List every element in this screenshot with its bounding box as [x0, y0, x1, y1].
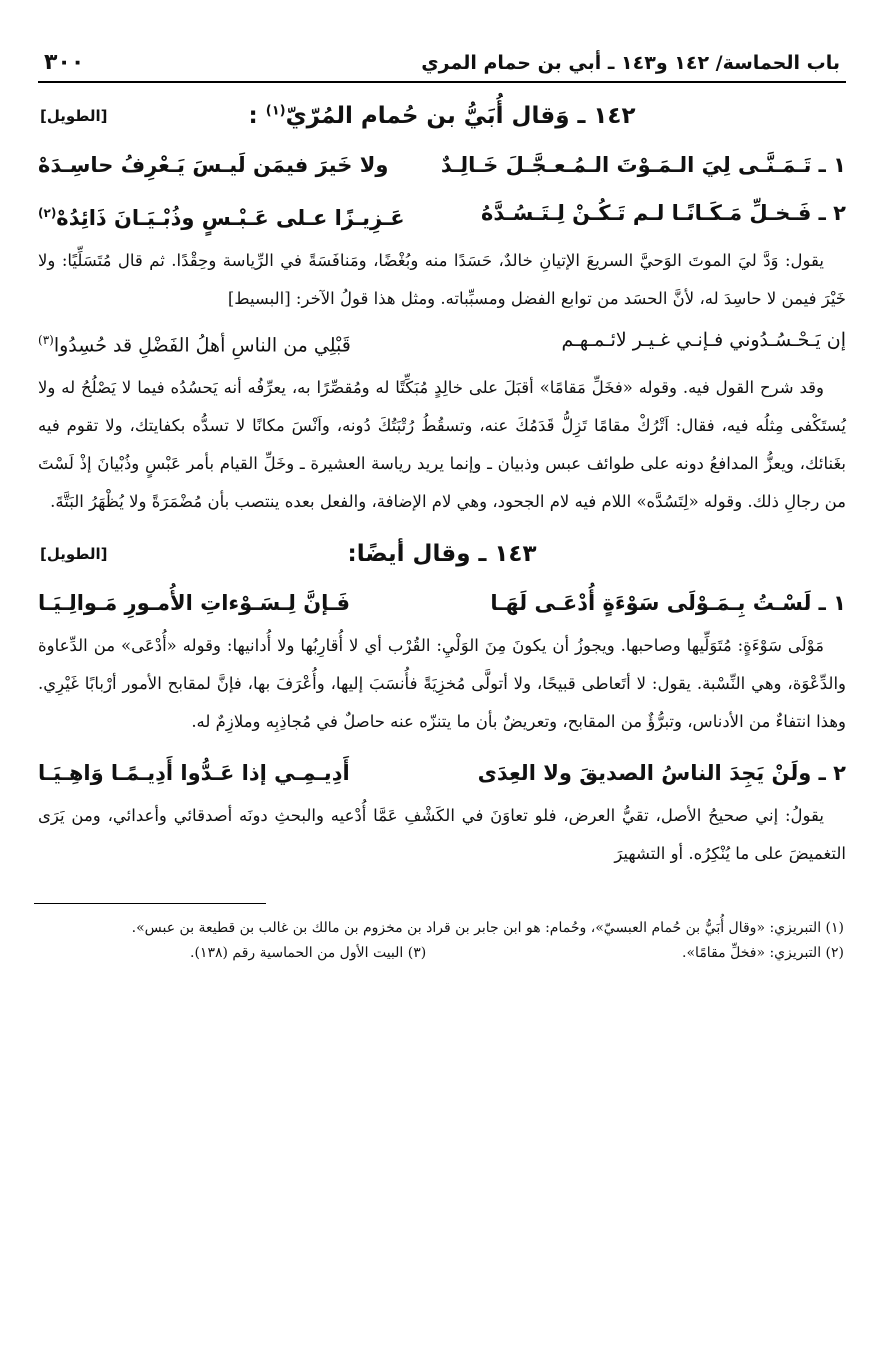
verse-hemistich-1: ١ ـ تَـمَـنَّـى لِيَ الـمَـوْتَ الـمُـعـجَّـلَ خَـالِـدٌ: [440, 153, 846, 177]
verse-hemistich-2: عَـزِيـزًا عـلى عَـبْـسٍ وذُبْـيَـانَ ذَائِدُهْ: [56, 206, 405, 230]
footnote-row-2-3: [40, 941, 844, 966]
verse-hemistich-2: أَدِيـمِـي إذا عَـدُّوا أَدِيـمًـا وَاهِـيَـا: [38, 761, 350, 786]
poem-143-meter: [الطويل]: [40, 545, 108, 564]
poem-142-meter: [الطويل]: [40, 107, 108, 125]
poem-142-verse-1: [34, 149, 850, 181]
poem-143-verse-1: [34, 587, 850, 619]
quoted-hemistich-2: قَبْلِي من الناسِ أهلُ الفَضْلِ قد حُسِدُوا: [53, 334, 351, 357]
poem-143-title: ١٤٣ ـ وقال أيضًا:: [347, 541, 537, 568]
footnote-rule: [34, 903, 266, 904]
footnote-ref-3[interactable]: (٣): [38, 333, 54, 347]
poem-143-verse-2: [34, 757, 850, 789]
verse-hemistich-1: ٢ ـ ولَنْ يَجِدَ الناسُ الصديقَ ولا العِدَى: [477, 761, 846, 786]
verse-hemistich-2: فَـإنَّ لِـسَـوْءاتِ الأُمـورِ مَـوالِـيَـا: [38, 591, 350, 616]
footnote-ref-1[interactable]: (١): [265, 103, 286, 119]
poem-143-commentary-1: مَوْلَى سَوْءَةٍ: مُتَوَلِّيها وصاحبها. ويجوزُ أن يكونَ مِنَ الوَلْيِ: القُرْب أي لا أُقارِبُها ولا أُدانيها: وقوله «أُدْعَى» من الدِّعاوة والدِّعْوَة، وهي النِّسْبة. يقول: لا أتَعاطى قبيحًا، ولا أتولَّى مُخزِيَةً فأُنسَبَ إليها، وأُعْرَفَ بها، فإنَّ لمقابح الأمور أرْبابًا غَيْرِي. وهذا انتفاءٌ من الأدناس، وتبرُّؤٌ من المقابح، وتعريضٌ بأن ما يتنزّه عنه حاصلٌ في مُجاذِبِه وملازِمٌ له.: [38, 636, 846, 732]
running-title: باب الحماسة/ ١٤٢ و١٤٣ ـ أبي بن حمام المري: [421, 52, 840, 74]
poem-142-heading: [34, 99, 850, 133]
footnote-2: (٢) التبريزي: «فخلِّ مقامًا».: [682, 945, 844, 962]
poem-142-title: [249, 103, 636, 129]
verse-hemistich-2: ولا خَيرَ فيمَن لَيـسَ يَـعْرِفُ حاسِـدَهْ: [38, 153, 389, 177]
header-rule: [38, 81, 846, 83]
footnotes: [34, 916, 850, 966]
footnote-3: (٣) البيت الأول من الحماسية رقم (١٣٨).: [190, 945, 427, 962]
footnote-1: (١) التبريزي: «وقال أُبَيُّ بن حُمام العبسيّ»، وحُمام: هو ابن جابر بن قراد بن مخزوم بن مالك بن غالب بن قطيعة بن عبس».: [131, 920, 844, 937]
poem-142-commentary-1: يقول: وَدَّ ليَ الموتَ الوَحيَّ السريعَ الإتيانِ خالدٌ، حَسَدًا منه وبُغْضًا، ومَنافَسَةً في الرِّياسة وحِقْدًا. ثم قال مُتَسَلِّيًا: ولا خَيْرَ فيمن لا حاسِدَ له، لأنَّ الحسَد من توابع الفضل ومسبِّباته. ومثل هذا قولُ الآخر: [البسيط]: [38, 251, 846, 308]
verse-hemistich-2-with-note: [38, 197, 405, 234]
poem-142-title-text: ١٤٢ ـ وَقال أُبَيُّ بن حُمام المُرّيّ: [285, 103, 636, 129]
quoted-hemistich-2-with-note: [38, 324, 351, 361]
quoted-verse: [34, 324, 850, 361]
footnote-ref-2[interactable]: (٢): [38, 206, 57, 220]
poem-142-title-colon: :: [248, 103, 258, 129]
page-number: ٣٠٠: [44, 50, 85, 75]
verse-hemistich-1: ١ ـ لَسْـتُ بِـمَـوْلَى سَوْءَةٍ أُدْعَـى لَهَـا: [490, 591, 846, 616]
poem-143-heading: [34, 537, 850, 571]
page-header: [34, 50, 850, 81]
poem-142-commentary-2: وقد شرح القول فيه. وقوله «فخَلِّ مَقامًا» أقبَلَ على خالِدٍ مُبَكِّتًا له ومُقصِّرًا به، يعرِّفُه أنه يَحسُدُه فيما لا يَصْلُحُ له ولا يُستَكْفى مِثلُه فيه، فقال: اَتْرُكْ مقامًا تَزِلُّ قَدَمُكَ عنه، وتسقُطُ رُتْبَتُكَ دُونه، واَنْسَ مكانًا لا تسدُّه بكفايتك، ولا تقوم فيه بغَنائك، ويعزُّ المدافعُ دونه على طوائف عبس وذبيان ـ وإنما يريد رياسة العشيرة ـ وخَلِّ القيام بأمر عَبْسٍ وذُبْيانَ إذْ لَسْتَ من رجالِ ذلك. وقوله «لِتَسُدَّه» اللام فيه لام الجحود، وهي لام الإضافة، والفعل بعده ينتصب بأن مُضْمَرَةً ولا يُظْهَرُ البَتَّةَ.: [38, 378, 846, 512]
verse-hemistich-1: ٢ ـ فَـخـلِّ مَـكَـانًـا لـم تَـكُـنْ لِـتَـسُـدَّهُ: [480, 201, 846, 225]
book-page: [34, 50, 850, 966]
poem-143-commentary-2: يقولُ: إني صحيحُ الأصل، تقيُّ العرض، فلو تعاوَنَ في الكَشْفِ عَمَّا أُدْعيه والبحثِ دونَه أصدقائي وأعدائي، ومن يَرَى التغميضَ على ما يُنْكِرُه. أو التشهيرَ: [38, 806, 846, 864]
quoted-hemistich-1: إن يَـحْـسُـدُوني فـإنـي غـيـر لائـمـهـم: [561, 329, 846, 351]
poem-142-verse-2: [34, 197, 850, 234]
